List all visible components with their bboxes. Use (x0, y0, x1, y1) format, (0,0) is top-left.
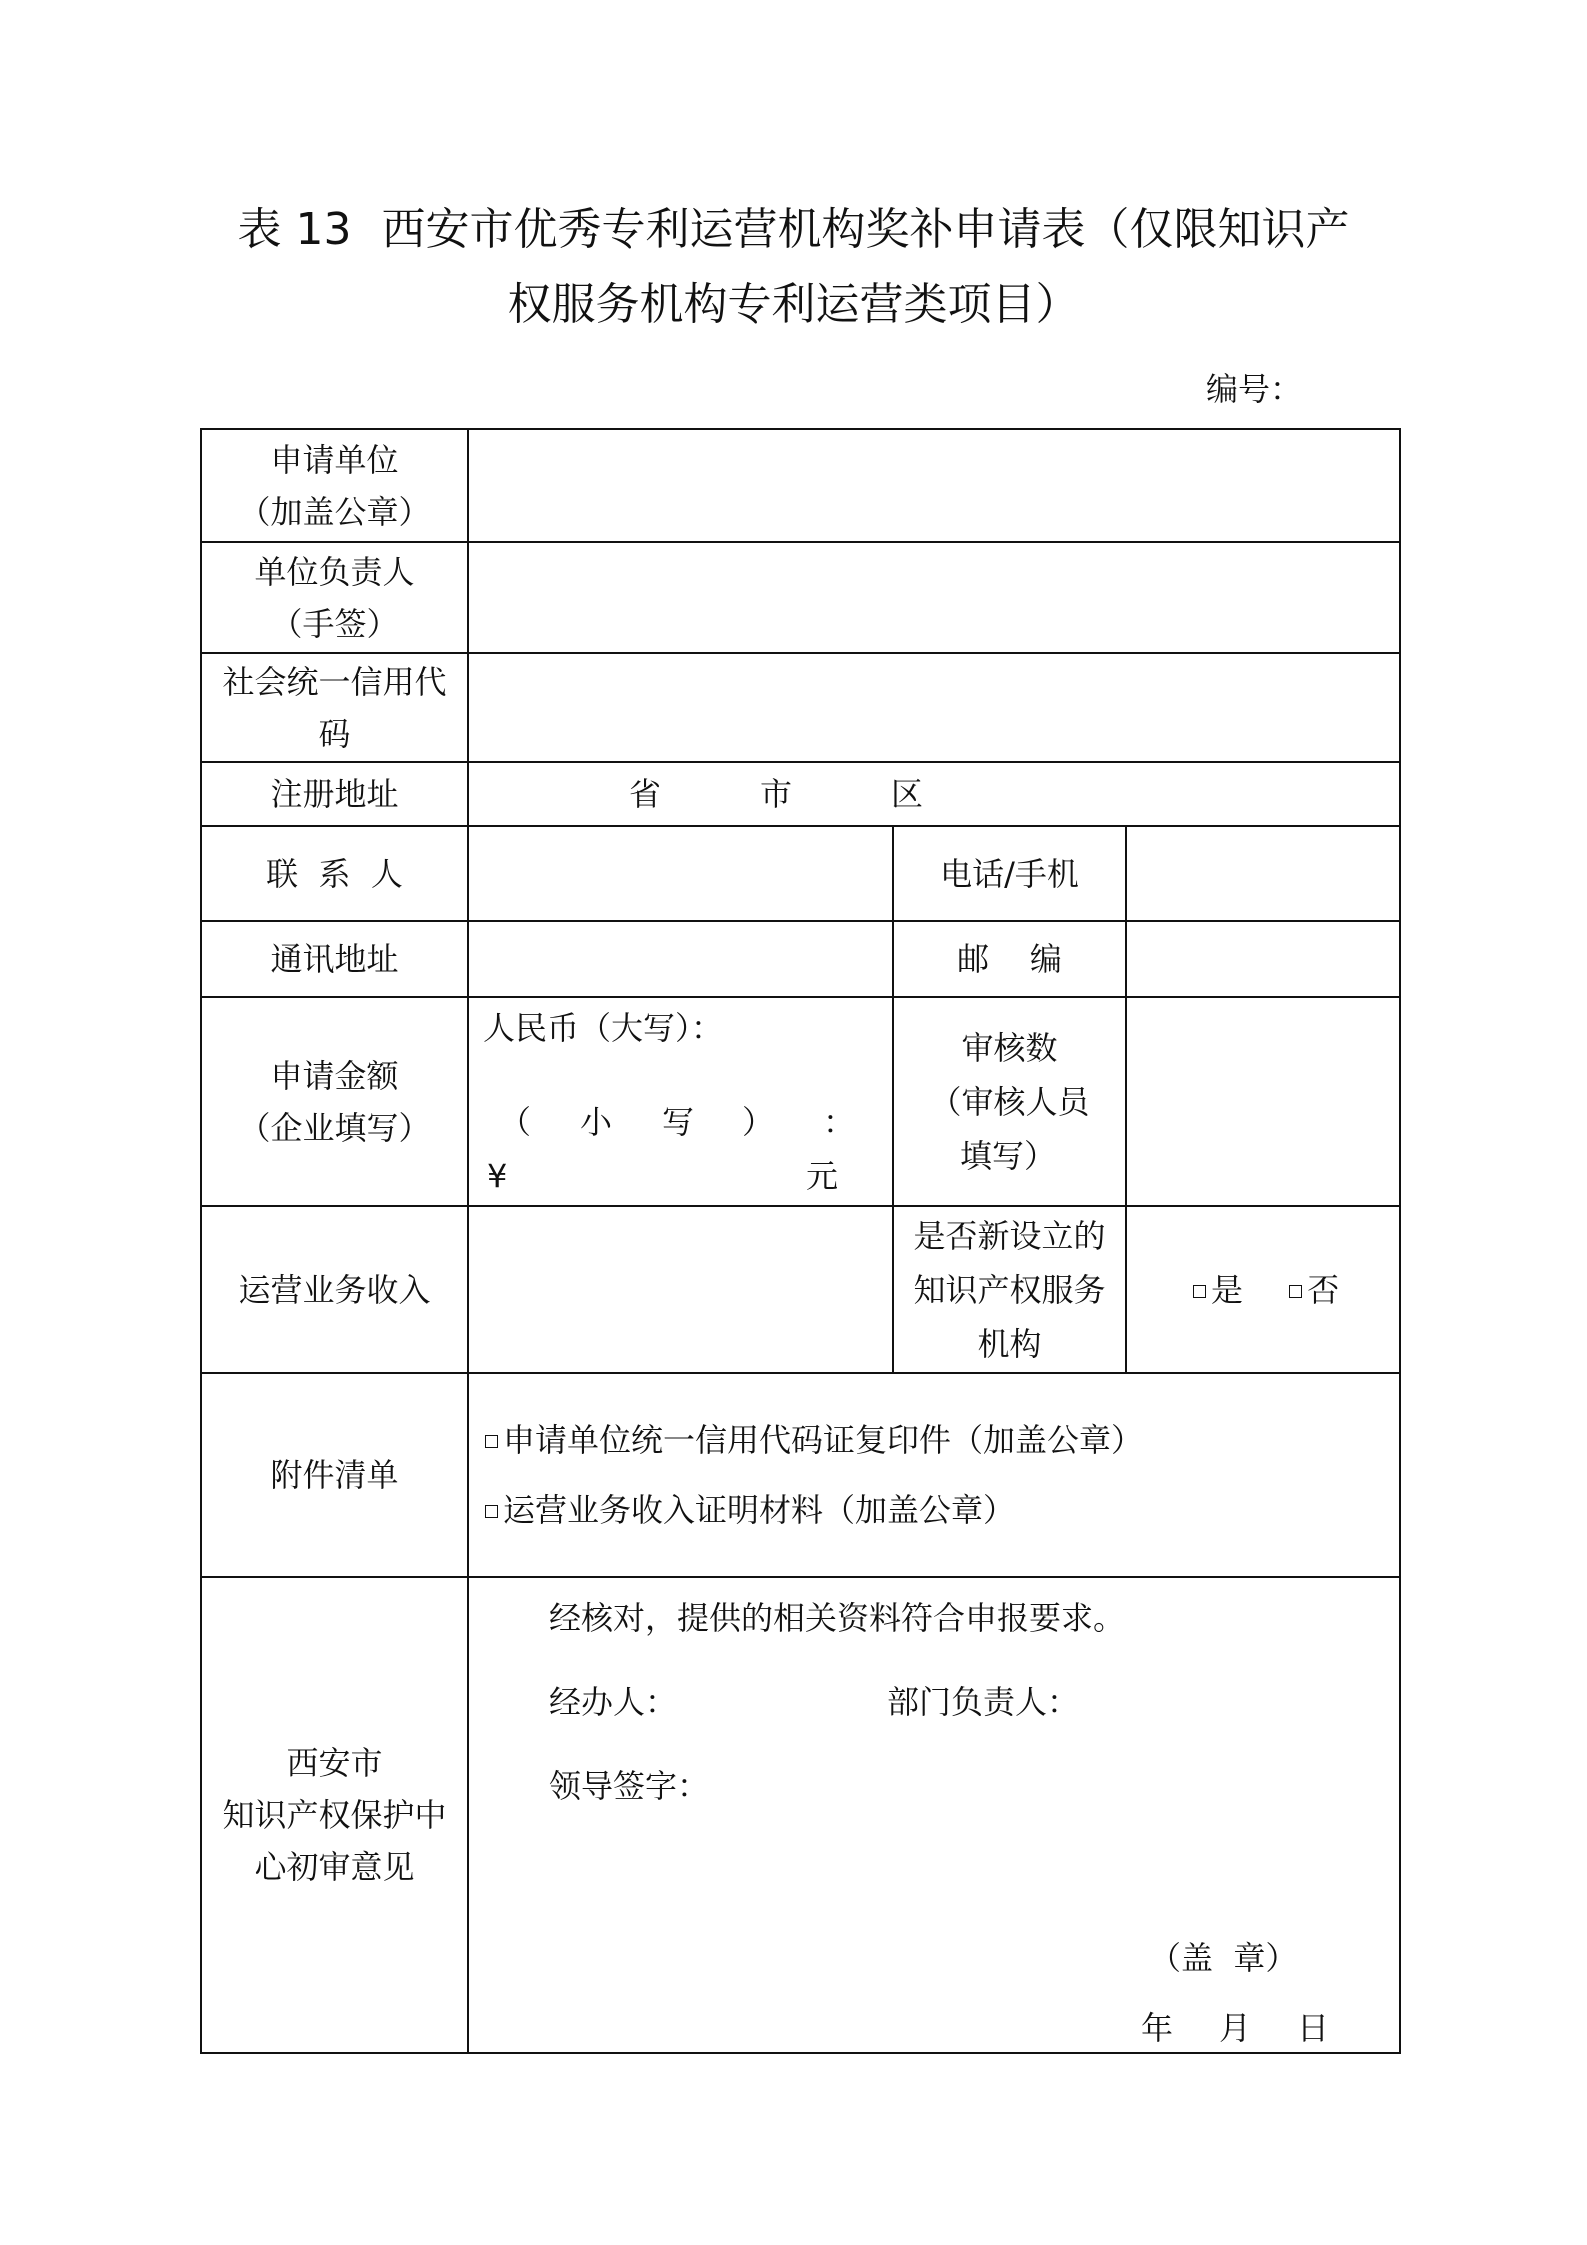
amount-label-cell (201, 997, 468, 1206)
legal-rep-field[interactable] (468, 542, 1400, 653)
no-option[interactable] (1289, 1271, 1339, 1309)
applicant-label: 申请单位 (270, 440, 399, 479)
yen-symbol: ¥ (487, 1157, 508, 1195)
attachment-2-checkbox[interactable] (485, 1505, 498, 1518)
new-institution-label1: 是否新设立的 (913, 1216, 1106, 1255)
new-institution-label-cell (893, 1206, 1126, 1373)
write-char: 写 (662, 1103, 695, 1141)
dept-head-label: 部门负责人： (887, 1683, 1080, 1721)
applicant-field[interactable] (468, 429, 1400, 542)
city-label: 市 (760, 775, 793, 813)
application-form-table (200, 428, 1401, 2054)
applicant-label-cell (201, 429, 468, 542)
row-amount (201, 997, 1400, 1206)
review-amount-note2: 填写） (960, 1136, 1057, 1175)
row-review (201, 1577, 1400, 2053)
paren-close: ） (742, 1103, 775, 1141)
row-contact (201, 826, 1400, 921)
yuan-label: 元 (806, 1157, 839, 1195)
review-label3: 心初审意见 (254, 1848, 415, 1886)
attachment-1-checkbox[interactable] (485, 1435, 498, 1448)
attachment-2-label: 运营业务收入证明材料（加盖公章） (503, 1491, 1016, 1529)
review-opinion-field[interactable] (468, 1577, 1400, 2053)
review-label2: 知识产权保护中 (222, 1796, 447, 1834)
review-amount-label-cell (893, 997, 1126, 1206)
row-address (201, 762, 1400, 826)
review-label1: 西安市 (286, 1744, 383, 1782)
phone-label: 电话/手机 (893, 826, 1126, 921)
province-label: 省 (629, 775, 662, 813)
colon-char: ： (823, 1103, 856, 1141)
yes-option[interactable] (1193, 1271, 1243, 1309)
day-label: 日 (1297, 2009, 1330, 2047)
row-mail-address (201, 921, 1400, 997)
review-amount-field[interactable] (1126, 997, 1400, 1206)
attachments-list (468, 1373, 1400, 1577)
form-title-line1 (0, 193, 1587, 267)
table-number: 表 13 (237, 204, 352, 255)
title-text-1: 西安市优秀专利运营机构奖补申请表（仅限知识产 (381, 204, 1350, 255)
applicant-label-note: （加盖公章） (238, 492, 431, 531)
amount-label-note: （企业填写） (238, 1108, 431, 1147)
mail-address-field[interactable] (468, 921, 893, 997)
address-label: 注册地址 (201, 762, 468, 826)
review-statement: 经核对，提供的相关资料符合申报要求。 (549, 1599, 1126, 1637)
contact-field[interactable] (468, 826, 893, 921)
credit-code-label: 社会统一信用代 (222, 662, 447, 701)
serial-number-label: 编号： (1206, 370, 1303, 408)
paren-open: （ (499, 1103, 532, 1141)
phone-field[interactable] (1126, 826, 1400, 921)
attachment-item-1[interactable] (485, 1405, 1399, 1475)
zip-field[interactable] (1126, 921, 1400, 997)
row-attachments (201, 1373, 1400, 1577)
legal-rep-label-note: （手签） (270, 604, 399, 643)
credit-code-field[interactable] (468, 653, 1400, 762)
credit-code-label-cell (201, 653, 468, 762)
new-institution-label2: 知识产权服务 (913, 1270, 1106, 1309)
credit-code-label-cont: 码 (318, 714, 351, 753)
amount-field[interactable] (468, 997, 893, 1206)
no-checkbox[interactable] (1289, 1285, 1302, 1298)
new-institution-options (1126, 1206, 1400, 1373)
zip-label: 邮 编 (893, 921, 1126, 997)
income-field[interactable] (468, 1206, 893, 1373)
legal-rep-label-cell (201, 542, 468, 653)
yes-checkbox[interactable] (1193, 1285, 1206, 1298)
amount-lower-label (469, 1096, 894, 1148)
rmb-upper-label: 人民币（大写）： (483, 1009, 724, 1047)
leader-signature-label: 领导签字： (549, 1767, 710, 1805)
seal-label: （盖 章） (1149, 1939, 1298, 1977)
attachments-label: 附件清单 (201, 1373, 468, 1577)
row-credit-code (201, 653, 1400, 762)
yes-label: 是 (1211, 1270, 1244, 1309)
form-title-line2: 权服务机构专利运营类项目） (507, 279, 1080, 330)
handler-label: 经办人： (549, 1683, 678, 1721)
small-char: 小 (580, 1103, 613, 1141)
row-applicant (201, 429, 1400, 542)
no-label: 否 (1307, 1270, 1340, 1309)
review-amount-label: 审核数 (961, 1028, 1058, 1067)
address-field[interactable] (468, 762, 1400, 826)
contact-label: 联 系 人 (201, 826, 468, 921)
row-legal-rep (201, 542, 1400, 653)
amount-label: 申请金额 (270, 1056, 399, 1095)
legal-rep-label: 单位负责人 (254, 552, 415, 591)
year-label: 年 (1141, 2009, 1174, 2047)
new-institution-label3: 机构 (977, 1324, 1042, 1363)
district-label: 区 (891, 775, 924, 813)
month-label: 月 (1219, 2009, 1252, 2047)
mail-address-label: 通讯地址 (201, 921, 468, 997)
income-label: 运营业务收入 (201, 1206, 468, 1373)
attachment-1-label: 申请单位统一信用代码证复印件（加盖公章） (503, 1421, 1144, 1459)
review-amount-note1: （审核人员 (929, 1082, 1090, 1121)
amount-yen-line (469, 1150, 894, 1202)
attachment-item-2[interactable] (485, 1475, 1399, 1545)
review-label-cell (201, 1577, 468, 2053)
date-line (469, 2002, 1399, 2054)
row-income (201, 1206, 1400, 1373)
